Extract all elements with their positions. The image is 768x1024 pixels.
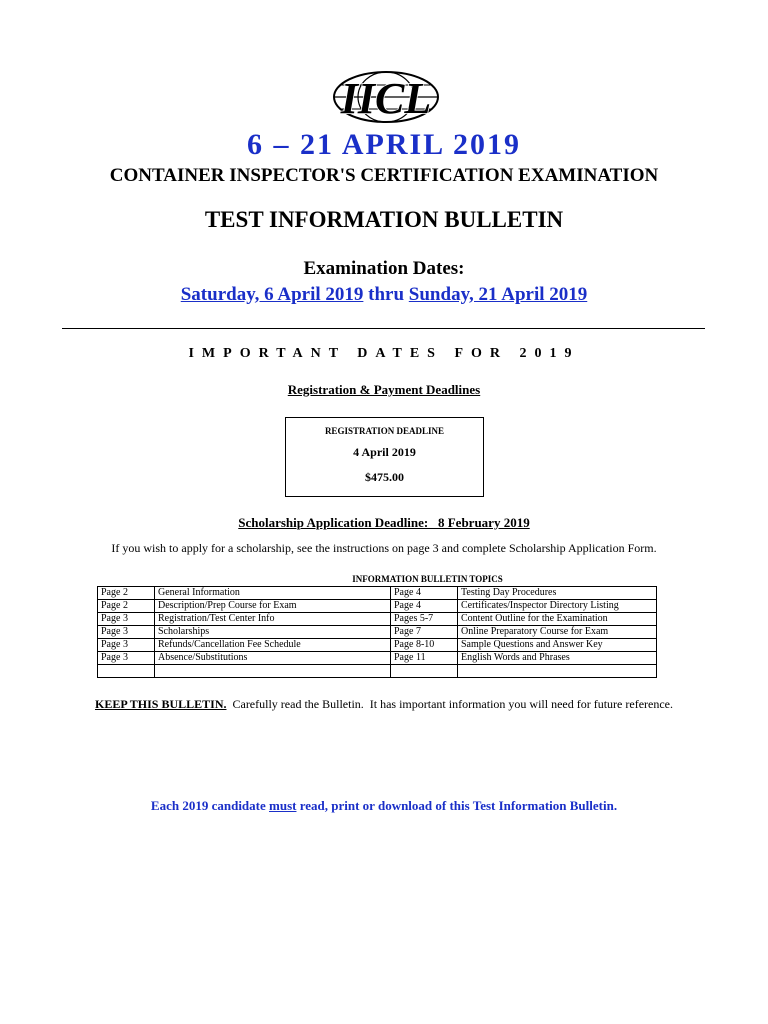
table-row [98,587,657,600]
keep-bulletin-text: Carefully read the Bulletin. It has important information you will need for future reference. [226,697,673,711]
exam-start-date: Saturday, 6 April 2019 [180,284,364,305]
topic-page-right: Pages 5-7 [391,613,458,626]
topic-title-right: Testing Day Procedures [458,587,657,600]
topic-title-left: Description/Prep Course for Exam [155,600,391,613]
topic-page-left: Page 2 [98,587,155,600]
topic-page-left: Page 3 [98,626,155,639]
topic-title-left: Refunds/Cancellation Fee Schedule [155,639,391,652]
topic-page-left [98,665,155,678]
table-row [98,626,657,639]
topic-page-right [391,665,458,678]
table-row [98,639,657,652]
topic-title-right: Online Preparatory Course for Exam [458,626,657,639]
topic-page-right: Page 11 [391,652,458,665]
registration-deadline-box [285,417,484,497]
registration-deadline-date: 4 April 2019 [353,445,416,459]
exam-dates-label: Examination Dates: [303,258,465,279]
scholarship-deadline: Scholarship Application Deadline: 8 February 2019 [238,515,530,530]
topic-page-left: Page 2 [98,600,155,613]
exam-end-date: Sunday, 21 April 2019 [408,284,588,305]
table-row [98,665,657,678]
exam-title: CONTAINER INSPECTOR'S CERTIFICATION EXAMINATION [109,165,659,186]
topic-title-right: Certificates/Inspector Directory Listing [458,600,657,613]
registration-deadline-label: REGISTRATION DEADLINE [324,426,445,436]
registration-deadlines-heading: Registration & Payment Deadlines [287,382,481,397]
candidate-notice-post: read, print or download of this Test Information Bulletin. [296,798,618,813]
topic-title-right: Content Outline for the Examination [458,613,657,626]
table-row [98,600,657,613]
bulletin-title: TEST INFORMATION BULLETIN [204,207,564,232]
topics-table [97,586,657,678]
topic-title-right: Sample Questions and Answer Key [458,639,657,652]
exam-dates-joiner: thru [363,284,409,305]
topic-page-right: Page 7 [391,626,458,639]
registration-fee: $475.00 [365,470,404,484]
topic-title-left: Registration/Test Center Info [155,613,391,626]
topic-page-left: Page 3 [98,639,155,652]
topic-page-right: Page 4 [391,587,458,600]
topic-title-left: General Information [155,587,391,600]
topic-title-right [458,665,657,678]
important-dates-heading: IMPORTANT DATES FOR 2019 [188,346,580,361]
table-row [98,652,657,665]
scholarship-note: If you wish to apply for a scholarship, see the instructions on page 3 and complete Scholarship Application Form. [111,541,657,555]
topic-page-right: Page 8-10 [391,639,458,652]
keep-bulletin-label: KEEP THIS BULLETIN. [94,697,227,711]
horizontal-divider [62,328,705,329]
topic-title-left [155,665,391,678]
topic-title-left: Scholarships [155,626,391,639]
topic-title-left: Absence/Substitutions [155,652,391,665]
topic-title-right: English Words and Phrases [458,652,657,665]
exam-dates-line [0,284,768,306]
candidate-notice [0,798,768,814]
topic-page-right: Page 4 [391,600,458,613]
topic-page-left: Page 3 [98,613,155,626]
table-row [98,613,657,626]
topics-caption: INFORMATION BULLETIN TOPICS [352,574,503,584]
topic-page-left: Page 3 [98,652,155,665]
candidate-notice-pre: Each 2019 candidate [150,798,270,813]
candidate-notice-must: must [269,798,297,813]
logo-text: IICL [340,74,432,123]
keep-bulletin-note [0,697,768,712]
iicl-logo [316,66,456,126]
main-date-heading: 6 – 21 APRIL 2019 [246,128,522,161]
